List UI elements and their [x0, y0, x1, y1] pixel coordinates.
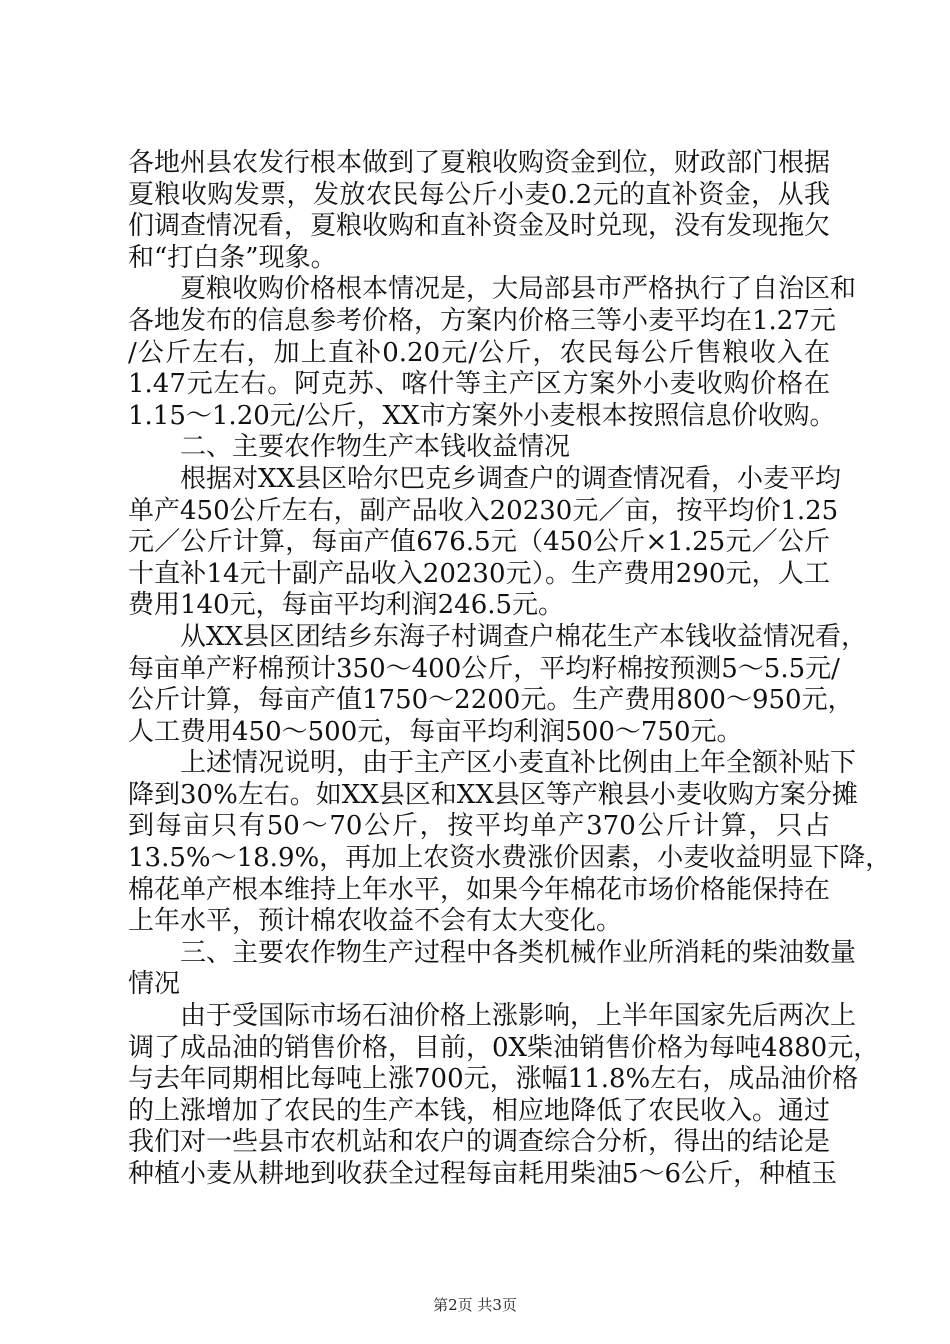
text-line: 1.47元左右。阿克苏、喀什等主产区方案外小麦收购价格在	[128, 369, 830, 400]
text-line: 根据对XX县区哈尔巴克乡调查户的调查情况看，小麦平均	[180, 463, 842, 494]
text-line: 1.15～1.20元/公斤，XX市方案外小麦根本按照信息价收购。	[128, 400, 836, 431]
page-footer: 第2页 共3页	[433, 1296, 517, 1314]
text-line: 三、主要农作物生产过程中各类机械作业所消耗的柴油数量	[180, 937, 857, 968]
text-line: 们调查情况看，夏粮收购和直补资金及时兑现，没有发现拖欠	[128, 211, 831, 242]
text-line: 上年水平，预计棉农收益不会有太大变化。	[128, 906, 623, 937]
text-line: 的上涨增加了农民的生产本钱，相应地降低了农民收入。通过	[128, 1095, 831, 1126]
text-line: 由于受国际市场石油价格上涨影响，上半年国家先后两次上	[180, 1001, 857, 1032]
text-line: 从XX县区团结乡东海子村调查户棉花生产本钱收益情况看，	[180, 621, 868, 652]
text-line: 到每亩只有50～70公斤，按平均单产370公斤计算，只占	[128, 811, 830, 842]
text-line: 各地发布的信息参考价格，方案内价格三等小麦平均在1.27元	[128, 305, 836, 336]
text-line: 各地州县农发行根本做到了夏粮收购资金到位，财政部门根据	[128, 148, 831, 178]
text-line: 公斤计算，每亩产值1750～2200元。生产费用800～950元，	[128, 685, 854, 716]
text-line: /公斤左右，加上直补0.20元/公斤，农民每公斤售粮收入在	[128, 337, 830, 368]
text-line: 上述情况说明，由于主产区小麦直补比例由上年全额补贴下	[180, 748, 857, 779]
text-line: 降到30%左右。如XX县区和XX县区等产粮县小麦收购方案分摊	[128, 779, 858, 810]
document-body	[128, 148, 892, 1191]
text-line: 人工费用450～500元，每亩平均利润500～750元。	[128, 716, 743, 747]
text-line: 单产450公斤左右，副产品收入20230元／亩，按平均价1.25	[128, 495, 839, 526]
text-line: 费用140元，每亩平均利润246.5元。	[128, 590, 565, 621]
text-line: 十直补14元十副产品收入20230元）。生产费用290元，人工	[128, 558, 830, 589]
text-line: 我们对一些县市农机站和农户的调查综合分析，得出的结论是	[128, 1127, 831, 1158]
text-line: 情况	[128, 969, 181, 1000]
text-line: 调了成品油的销售价格，目前，0X柴油销售价格为每吨4880元，	[128, 1032, 880, 1063]
text-line: 与去年同期相比每吨上涨700元，涨幅11.8%左右，成品油价格	[128, 1064, 859, 1095]
text-line: 夏粮收购发票，发放农民每公斤小麦0.2元的直补资金，从我	[128, 179, 830, 210]
text-line: 二、主要农作物生产本钱收益情况	[180, 432, 571, 463]
text-line: 种植小麦从耕地到收获全过程每亩耗用柴油5～6公斤，种植玉	[128, 1159, 838, 1189]
text-line: 和“打白条”现象。	[128, 242, 337, 273]
text-line: 每亩单产籽棉预计350～400公斤，平均籽棉按预测5～5.5元/	[128, 653, 840, 684]
text-line: 夏粮收购价格根本情况是，大局部县市严格执行了自治区和	[180, 274, 857, 305]
text-line: 棉花单产根本维持上年水平，如果今年棉花市场价格能保持在	[128, 874, 831, 905]
text-line: 13.5%～18.9%，再加上农资水费涨价因素，小麦收益明显下降，	[128, 843, 892, 874]
text-line: 元／公斤计算，每亩产值676.5元（450公斤×1.25元／公斤	[128, 527, 830, 558]
